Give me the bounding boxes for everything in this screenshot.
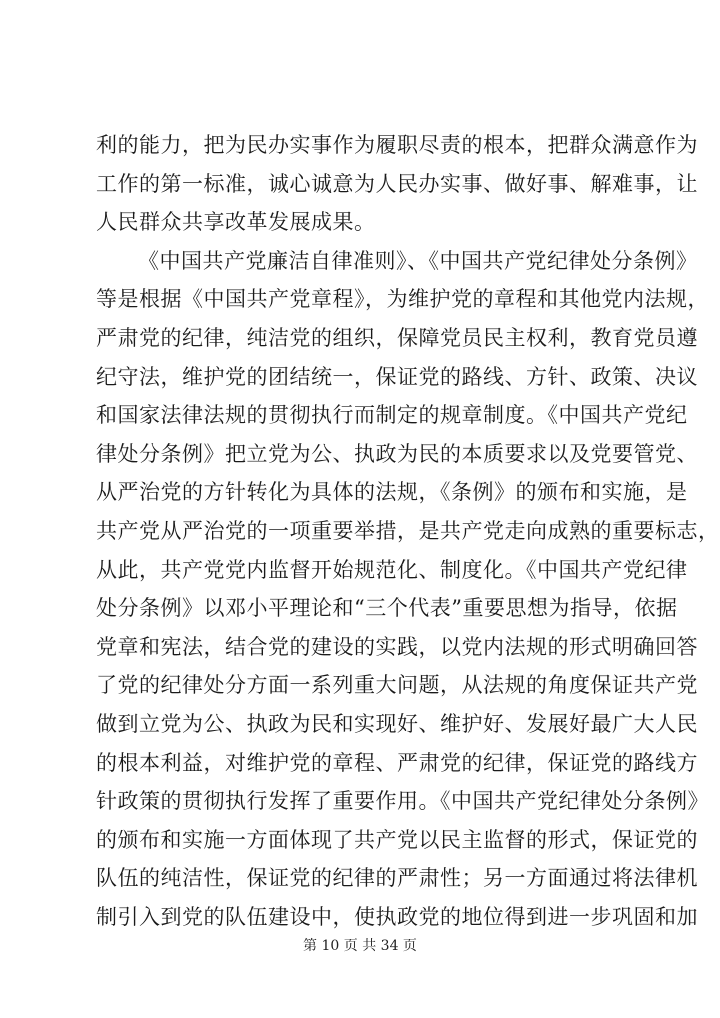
paragraph-2-line-5: 和国家法律法规的贯彻执行而制定的规章制度。《中国共产党纪 [96,403,688,428]
paragraph-2-line-1: 《中国共产党廉洁自律准则》、《中国共产党纪律处分条例》 [138,248,698,273]
paragraph-2-line-7: 从严治党的方针转化为具体的法规，《条例》的颁布和实施，是 [96,480,688,505]
paragraph-2-line-8: 共产党从严治党的一项重要举措，是共产党走向成熟的重要标志， [96,518,720,543]
body-text [96,126,720,936]
paragraph-2-line-2: 等是根据《中国共产党章程》，为维护党的章程和其他党内法规， [96,287,709,312]
paragraph-1-line-2: 工作的第一标准，诚心诚意为人民办实事、做好事、解难事，让 [96,171,698,196]
paragraph-2-line-3: 严肃党的纪律，纯洁党的组织，保障党员民主权利，教育党员遵 [96,325,698,350]
paragraph-2-line-6: 律处分条例》把立党为公、执政为民的本质要求以及党要管党、 [96,441,698,466]
paragraph-1-line-1: 利的能力，把为民办实事作为履职尽责的根本，把群众满意作为 [96,133,698,157]
paragraph-2-line-9: 从此，共产党党内监督开始规范化、制度化。《中国共产党纪律 [96,557,688,582]
paragraph-2-line-12: 了党的纪律处分方面一系列重大问题，从法规的角度保证共产党 [96,673,698,698]
paragraph-2-line-18: 制引入到党的队伍建设中，使执政党的地位得到进一步巩固和加 [96,904,698,929]
paragraph-2-line-4: 纪守法，维护党的团结统一，保证党的路线、方针、政策、决议 [96,364,698,389]
paragraph-2-line-16: 的颁布和实施一方面体现了共产党以民主监督的形式，保证党的 [96,827,698,852]
paragraph-2-line-10: 处分条例》以邓小平理论和“三个代表”重要思想为指导，依据 [96,596,678,621]
paragraph-2-line-17: 队伍的纯洁性，保证党的纪律的严肃性；另一方面通过将法律机 [96,866,698,891]
page-number-footer: 第 10 页 共 34 页 [303,938,417,954]
paragraph-2-line-15: 针政策的贯彻执行发挥了重要作用。《中国共产党纪律处分条例》 [96,789,709,814]
paragraph-2-line-14: 的根本利益，对维护党的章程、严肃党的纪律，保证党的路线方 [96,750,698,775]
paragraph-1-line-3: 人民群众共享改革发展成果。 [96,210,376,235]
paragraph-2-line-13: 做到立党为公、执政为民和实现好、维护好、发展好最广大人民 [96,711,698,736]
paragraph-2-line-11: 党章和宪法，结合党的建设的实践，以党内法规的形式明确回答 [96,634,698,659]
